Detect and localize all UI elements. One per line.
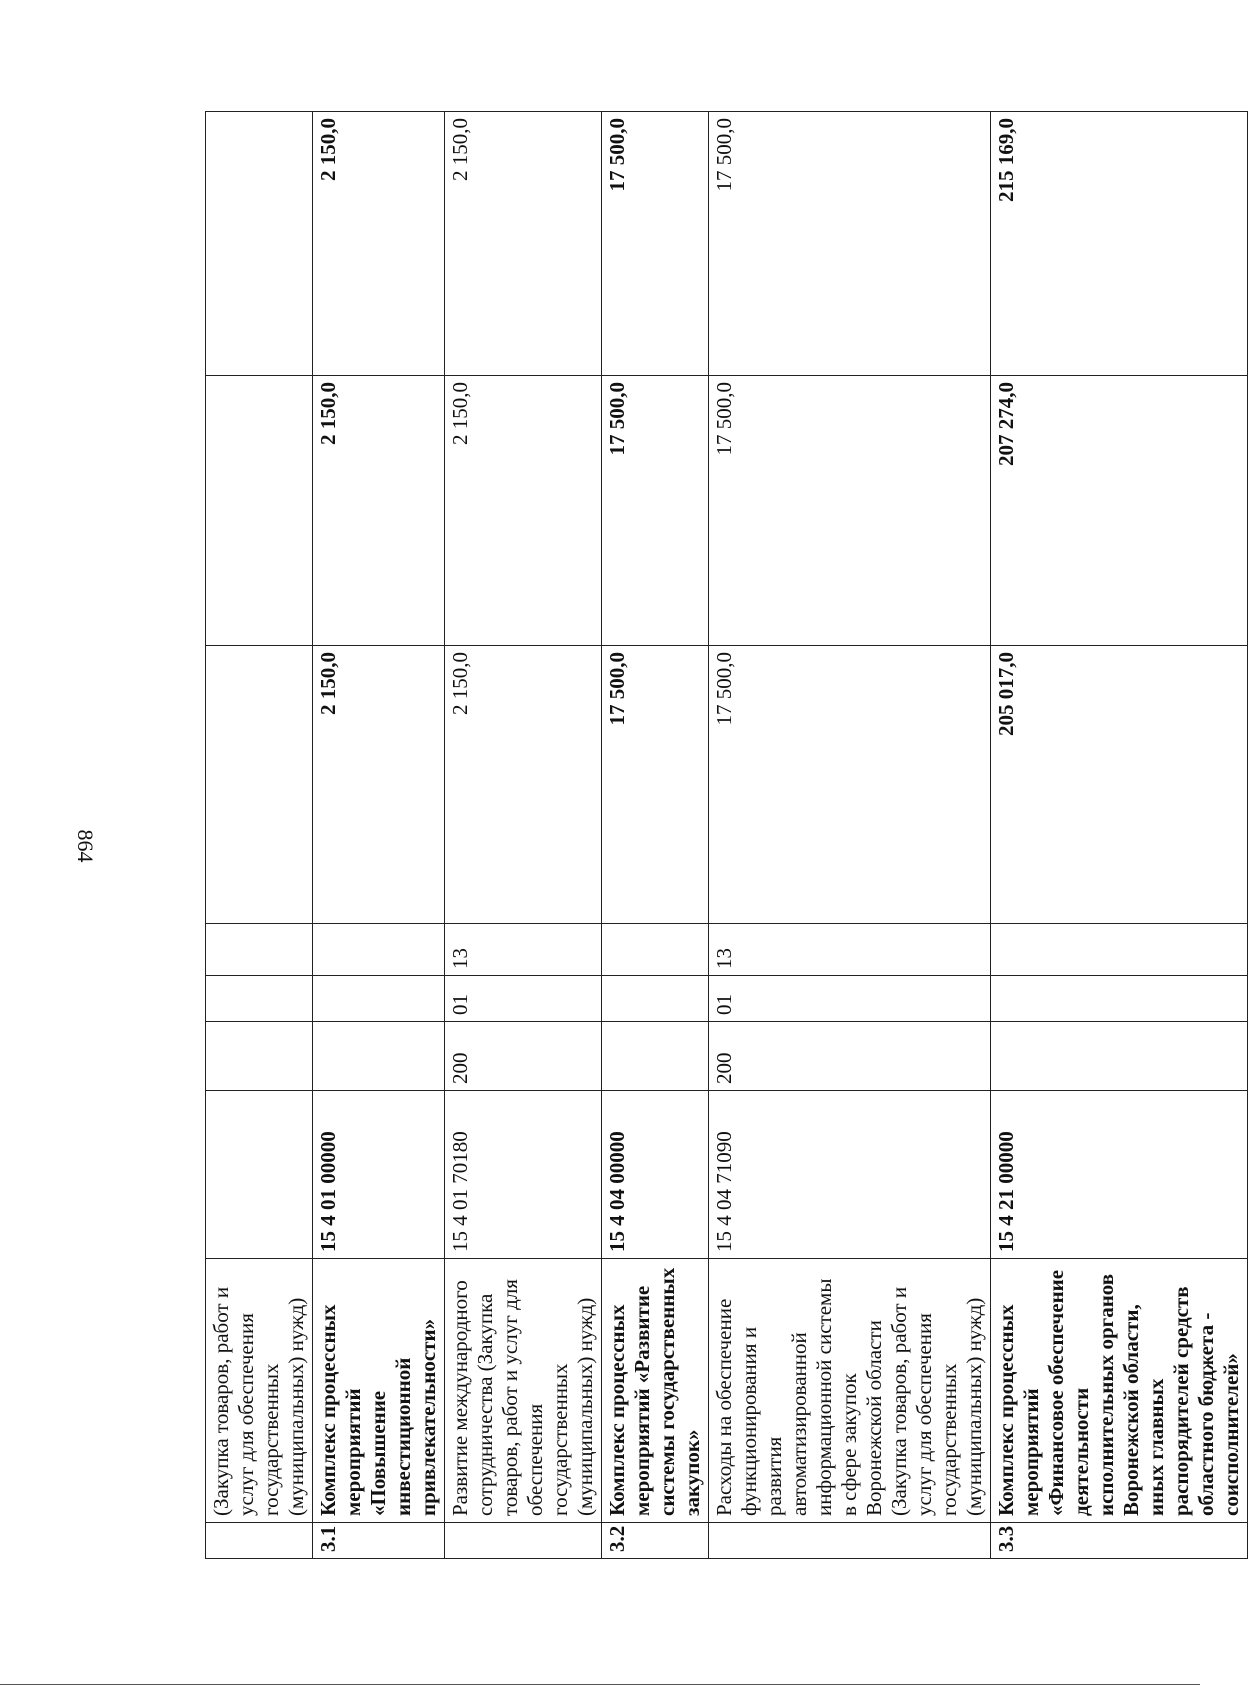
table-row: [602, 112, 709, 1559]
subsection: [991, 924, 1248, 976]
subsection: 13: [445, 924, 602, 976]
subsection: [206, 924, 313, 976]
rotated-table-wrapper: [205, 112, 1243, 1559]
section: [602, 976, 709, 1022]
subsection: 13: [709, 924, 991, 976]
row-number: 3.3: [991, 1523, 1248, 1559]
section: [313, 976, 445, 1022]
amount-year-2: 207 274,0: [991, 376, 1248, 646]
amount-year-1: 2 150,0: [445, 646, 602, 924]
expense-type: 200: [445, 1022, 602, 1091]
row-name: Расходы на обеспечение функционирования и развития автоматизированной информационной системы в сфере закупок Воронежской области (Закупка товаров, работ и услуг для обеспечения государственных (муниципальных) нужд): [709, 1259, 991, 1523]
row-name: Комплекс процессных мероприятий «Повышение инвестиционной привлекательности»: [313, 1259, 445, 1523]
section: [991, 976, 1248, 1022]
amount-year-3: [206, 112, 313, 376]
amount-year-2: 17 500,0: [602, 376, 709, 646]
amount-year-1: 17 500,0: [602, 646, 709, 924]
amount-year-1: 205 017,0: [991, 646, 1248, 924]
amount-year-1: 2 150,0: [313, 646, 445, 924]
row-number: 3.2: [602, 1523, 709, 1559]
amount-year-1: [206, 646, 313, 924]
row-name: Комплекс процессных мероприятий «Развитие системы государственных закупок»: [602, 1259, 709, 1523]
bottom-rule: [0, 1684, 1200, 1685]
table-row: [313, 112, 445, 1559]
section: 01: [445, 976, 602, 1022]
target-article-code: [206, 1091, 313, 1259]
row-name: Комплекс процессных мероприятий «Финансовое обеспечение деятельности исполнительных органов Воронежской области, иных главных распорядителей средств областного бюджета - соисполнителей»: [991, 1259, 1248, 1523]
amount-year-3: 2 150,0: [445, 112, 602, 376]
amount-year-2: [206, 376, 313, 646]
amount-year-2: 17 500,0: [709, 376, 991, 646]
row-name: (Закупка товаров, работ и услуг для обеспечения государственных (муниципальных) нужд): [206, 1259, 313, 1523]
table-row: [206, 112, 313, 1559]
expense-type: [991, 1022, 1248, 1091]
target-article-code: 15 4 21 00000: [991, 1091, 1248, 1259]
expense-type: [602, 1022, 709, 1091]
section: [206, 976, 313, 1022]
subsection: [602, 924, 709, 976]
row-number: [206, 1523, 313, 1559]
target-article-code: 15 4 01 70180: [445, 1091, 602, 1259]
table-row: [991, 112, 1248, 1559]
amount-year-3: 17 500,0: [602, 112, 709, 376]
target-article-code: 15 4 01 00000: [313, 1091, 445, 1259]
subsection: [313, 924, 445, 976]
target-article-code: 15 4 04 71090: [709, 1091, 991, 1259]
row-number: [445, 1523, 602, 1559]
budget-table: [205, 111, 1248, 1559]
expense-type: [313, 1022, 445, 1091]
row-name: Развитие международного сотрудничества (Закупка товаров, работ и услуг для обеспечения государственных (муниципальных) нужд): [445, 1259, 602, 1523]
target-article-code: 15 4 04 00000: [602, 1091, 709, 1259]
amount-year-3: 215 169,0: [991, 112, 1248, 376]
amount-year-2: 2 150,0: [445, 376, 602, 646]
amount-year-1: 17 500,0: [709, 646, 991, 924]
expense-type: [206, 1022, 313, 1091]
page-number: 864: [73, 829, 98, 863]
section: 01: [709, 976, 991, 1022]
row-number: [709, 1523, 991, 1559]
expense-type: 200: [709, 1022, 991, 1091]
table-row: [445, 112, 602, 1559]
amount-year-3: 17 500,0: [709, 112, 991, 376]
table-row: [709, 112, 991, 1559]
amount-year-3: 2 150,0: [313, 112, 445, 376]
row-number: 3.1: [313, 1523, 445, 1559]
amount-year-2: 2 150,0: [313, 376, 445, 646]
